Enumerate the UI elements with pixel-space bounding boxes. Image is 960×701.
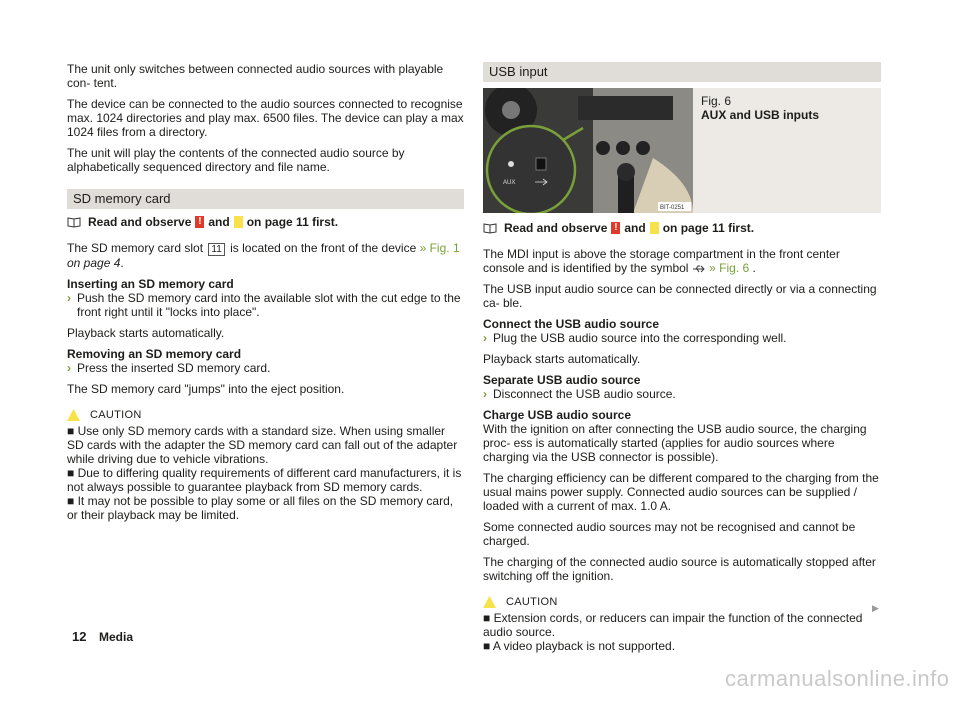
- mdi-text: The MDI input is above the storage compartment in the front center console and is identified by the symbol: [483, 247, 840, 275]
- read-observe-line: [483, 221, 881, 235]
- caution-icon: [67, 409, 80, 421]
- connect-step: [483, 331, 881, 345]
- insert-heading: Inserting an SD memory card: [67, 277, 234, 291]
- warning-yellow-icon: [234, 216, 243, 228]
- fig-6-link[interactable]: » Fig. 6: [709, 261, 750, 275]
- step-arrow-icon: ›: [67, 291, 71, 305]
- remove-heading: Removing an SD memory card: [67, 347, 242, 361]
- slot-paragraph: [67, 241, 464, 270]
- remove-step: [67, 361, 464, 375]
- paragraph: The charging efficiency can be different compared to the charging from the usual mains power supply. Connected audio sources can be supplied / loaded with a current of max. 1.0 A.: [483, 471, 879, 513]
- caution-item: ■ Extension cords, or reducers can impair the function of the connected audio source.: [483, 611, 863, 639]
- caution-label: CAUTION: [506, 596, 558, 608]
- insert-result: Playback starts automatically.: [67, 326, 225, 340]
- insert-step: [67, 291, 464, 319]
- step-text: Disconnect the USB audio source.: [493, 387, 676, 401]
- continue-arrow-icon: ▶: [872, 603, 879, 613]
- read-suffix: on page 11 first.: [662, 221, 755, 235]
- figure-number: Fig. 6: [701, 94, 732, 108]
- slot-end: .: [120, 256, 124, 270]
- caution-label: CAUTION: [90, 409, 142, 421]
- figure-6: [483, 88, 881, 213]
- step-arrow-icon: ›: [483, 387, 487, 401]
- mdi-paragraph: [483, 247, 881, 275]
- read-observe-line: [67, 215, 464, 229]
- slot-number-badge: 11: [208, 243, 224, 256]
- paragraph: The unit only switches between connected audio sources with playable con- tent.: [67, 62, 444, 90]
- left-column: [67, 62, 464, 522]
- aux-label: AUX: [503, 180, 516, 186]
- connect-heading: Connect the USB audio source: [483, 317, 660, 331]
- mdi-end: .: [752, 261, 756, 275]
- caution-icon: [483, 596, 496, 608]
- paragraph: The USB input audio source can be connected directly or via a connecting ca- ble.: [483, 282, 877, 310]
- connect-result: Playback starts automatically.: [483, 352, 641, 366]
- page-number: 12: [72, 629, 87, 644]
- read-prefix: Read and observe: [88, 215, 192, 229]
- caution-heading: [483, 595, 881, 609]
- right-column: [483, 62, 881, 653]
- step-arrow-icon: ›: [67, 361, 71, 375]
- figure-title: AUX and USB inputs: [701, 108, 820, 122]
- figure-image: [483, 88, 693, 213]
- charge-heading: Charge USB audio source: [483, 408, 632, 422]
- warning-yellow-icon: [650, 222, 659, 234]
- footer-section: Media: [99, 630, 134, 644]
- step-text: Press the inserted SD memory card.: [77, 361, 271, 375]
- watermark: carmanualsonline.info: [725, 666, 950, 691]
- book-icon: [67, 216, 81, 228]
- book-icon: [483, 222, 497, 234]
- step-arrow-icon: ›: [483, 331, 487, 345]
- paragraph: Some connected audio sources may not be recognised and cannot be charged.: [483, 520, 856, 548]
- warning-red-icon: !: [195, 216, 204, 228]
- section-heading-sd: SD memory card: [67, 189, 464, 209]
- step-text: Push the SD memory card into the available slot with the cut edge to the front right until it "locks into place".: [77, 291, 461, 319]
- slot-text: is located on the front of the device: [230, 241, 417, 255]
- caution-item: ■ It may not be possible to play some or all files on the SD memory card, or their playback may be limited.: [67, 494, 454, 522]
- read-and: and: [208, 215, 230, 229]
- section-heading-usb: USB input: [483, 62, 881, 82]
- fig-1-link[interactable]: » Fig. 1: [419, 241, 460, 255]
- caution-item: ■ A video playback is not supported.: [483, 639, 676, 653]
- usb-symbol-icon: [692, 265, 706, 273]
- caution-item: ■ Due to differing quality requirements of different card manufacturers, it is not always possible to guarantee playback from SD memory cards.: [67, 466, 462, 494]
- paragraph: The device can be connected to the audio sources connected to recognise max. 1024 directories and play max. 6500 files. The device can play a max 1024 files from a directory.: [67, 97, 464, 139]
- paragraph: With the ignition on after connecting the USB audio source, the charging proc- ess is automatically started (applies for audio sources where charging via the USB connector is possible).: [483, 422, 867, 464]
- separate-heading: Separate USB audio source: [483, 373, 641, 387]
- paragraph: The charging of the connected audio source is automatically stopped after switching off the ignition.: [483, 555, 876, 583]
- page-ref: on page 4: [67, 256, 121, 270]
- paragraph: The unit will play the contents of the connected audio source by alphabetically sequenced directory and file name.: [67, 146, 405, 174]
- remove-result: The SD memory card "jumps" into the eject position.: [67, 382, 345, 396]
- figure-code: BIT-0251: [660, 205, 685, 211]
- read-prefix: Read and observe: [504, 221, 608, 235]
- caution-item: ■ Use only SD memory cards with a standard size. When using smaller SD cards with the adapter the SD memory card can fall out of the adapter while driving due to vehicle vibrations.: [67, 424, 458, 466]
- figure-caption: [693, 88, 819, 213]
- read-and: and: [624, 221, 646, 235]
- console-illustration: [483, 88, 693, 213]
- separate-step: [483, 387, 881, 401]
- read-suffix: on page 11 first.: [246, 215, 339, 229]
- caution-heading: [67, 408, 464, 422]
- slot-text: The SD memory card slot: [67, 241, 204, 255]
- step-text: Plug the USB audio source into the corresponding well.: [493, 331, 787, 345]
- warning-red-icon: !: [611, 222, 620, 234]
